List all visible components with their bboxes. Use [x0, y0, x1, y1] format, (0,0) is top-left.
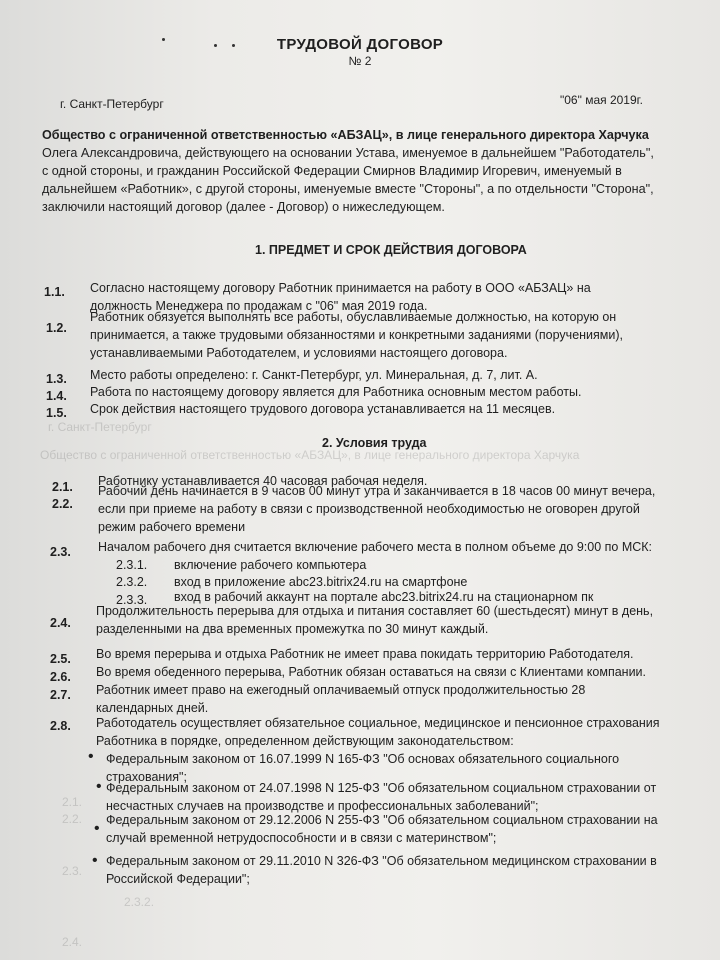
bullet-icon: • [94, 820, 100, 837]
law-text: Федеральным законом от 24.07.1998 N 125-ФЗ "Об обязательном социальном страховании от [106, 781, 657, 795]
clause-text: принимается, а также трудовыми обязанностями и конкретными заданиями (поручениями), [90, 328, 624, 342]
clause-number: 1.5. [46, 406, 67, 420]
clause-text: Срок действия настоящего трудового договора устанавливается на 11 месяцев. [90, 402, 556, 416]
clause-text: Во время перерыва и отдыха Работник не имеет права покидать территорию Работодателя. [96, 647, 634, 661]
clause-number: 1.3. [46, 372, 67, 386]
clause-text: разделенными на два временных промежутка по 30 минут каждый. [96, 622, 489, 636]
clause-number: 1.4. [46, 389, 67, 403]
document-title: ТРУДОВОЙ ДОГОВОР [276, 36, 444, 53]
clause-text: Место работы определено: г. Санкт-Петербург, ул. Минеральная, д. 7, лит. А. [90, 368, 538, 382]
clause-text: устанавливаемыми Работодателем, и условиями настоящего договора. [90, 346, 508, 360]
law-text: Федеральным законом от 16.07.1999 N 165-ФЗ "Об основах обязательного социального [106, 752, 620, 766]
clause-text: Согласно настоящему договору Работник принимается на работу в ООО «АБЗАЦ» на [90, 281, 591, 295]
intro-line: дальнейшем «Работник», с другой стороны, именуемые вместе "Стороны", а по отдельности "Сторона", [42, 182, 654, 196]
clause-text: Работнику устанавливается 40 часовая рабочая неделя. [98, 474, 428, 488]
document-date: "06" мая 2019г. [560, 93, 643, 107]
intro-line: с одной стороны, и гражданин Российской Федерации Смирнов Владимир Игоревич, именуемый в [42, 164, 622, 178]
clause-text: календарных дней. [96, 701, 209, 715]
law-text: несчастных случаев на производстве и профессиональных заболеваний"; [106, 799, 539, 813]
law-text: Федеральным законом от 29.11.2010 N 326-ФЗ "Об обязательном медицинском страховании в [106, 854, 657, 868]
subclause-text: вход в приложение abc23.bitrix24.ru на смартфоне [174, 575, 468, 589]
bullet-icon: • [96, 778, 102, 795]
clause-number: 2.3. [50, 545, 71, 559]
subclause-number: 2.3.3. [116, 593, 148, 607]
clause-number: 2.6. [50, 670, 71, 684]
section-2-heading: 2. Условия труда [322, 436, 427, 450]
clause-number: 2.5. [50, 652, 71, 666]
subclause-text: вход в рабочий аккаунт на портале abc23.bitrix24.ru на стационарном пк [174, 590, 594, 604]
clause-text: должность Менеджера по продажам с "06" мая 2019 года. [90, 299, 428, 313]
clause-number: 2.4. [50, 616, 71, 630]
clause-text: Рабочий день начинается в 9 часов 00 минут утра и заканчивается в 18 часов 00 минут вечера, [98, 484, 656, 498]
law-text: Федеральным законом от 29.12.2006 N 255-ФЗ "Об обязательном социальном страховании на [106, 813, 658, 827]
clause-number: 1.2. [46, 321, 67, 335]
section-1-heading: 1. ПРЕДМЕТ И СРОК ДЕЙСТВИЯ ДОГОВОРА [255, 243, 527, 257]
intro-line: Олега Александровича, действующего на основании Устава, именуемое в дальнейшем "Работодатель", [42, 146, 654, 160]
bleed-through-text: г. Санкт-Петербург [48, 420, 152, 434]
clause-text: Работник имеет право на ежегодный оплачиваемый отпуск продолжительностью 28 [96, 683, 586, 697]
clause-number: 2.8. [50, 719, 71, 733]
clause-text: если при приеме на работу в связи с производственной необходимостью не оговорен другой [98, 502, 640, 516]
clause-number: 2.2. [52, 497, 73, 511]
clause-text: Работника в порядке, определенном действующим законодательством: [96, 734, 514, 748]
clause-text: Во время обеденного перерыва, Работник обязан оставаться на связи с Клиентами компании. [96, 665, 647, 679]
clause-text: Работодатель осуществляет обязательное социальное, медицинское и пенсионное страхования [96, 716, 660, 730]
clause-text: Работник обязуется выполнять все работы, обуславливаемые должностью, на которую он [90, 310, 617, 324]
intro-paragraph [42, 126, 692, 216]
law-text: Российской Федерации"; [106, 872, 250, 886]
subclause-number: 2.3.1. [116, 558, 148, 572]
clause-text: Работа по настоящему договору является для Работника основным местом работы. [90, 385, 582, 399]
bleed-through-text: 2.3. [62, 864, 83, 878]
intro-line: Общество с ограниченной ответственностью «АБЗАЦ», в лице генерального директора Харчука [42, 128, 649, 142]
law-text: страхования"; [106, 770, 187, 784]
bleed-through-text: 2.4. [62, 935, 83, 949]
document-city: г. Санкт-Петербург [60, 97, 164, 111]
clause-text: Началом рабочего дня считается включение рабочего места в полном объеме до 9:00 по МСК: [98, 540, 653, 554]
document-number: № 2 [348, 54, 372, 68]
bullet-icon: • [92, 852, 98, 869]
subclause-text: включение рабочего компьютера [174, 558, 367, 572]
bullet-icon: • [88, 748, 94, 765]
bleed-through-text: 2.3.2. [124, 895, 155, 909]
bleed-through-text: 2.2. [62, 812, 83, 826]
clause-number: 1.1. [44, 285, 65, 299]
clause-text: Продолжительность перерыва для отдыха и питания составляет 60 (шестьдесят) минут в день, [96, 604, 654, 618]
clause-text: режим рабочего времени [98, 520, 246, 534]
subclause-number: 2.3.2. [116, 575, 148, 589]
law-text: случай временной нетрудоспособности и в связи с материнством"; [106, 831, 497, 845]
intro-line: заключили настоящий договор (далее - Договор) о нижеследующем. [42, 200, 445, 214]
bleed-through-text: Общество с ограниченной ответственностью «АБЗАЦ», в лице генерального директора Харчука [40, 448, 580, 462]
clause-number: 2.7. [50, 688, 71, 702]
clause-number: 2.1. [52, 480, 73, 494]
bleed-through-text: 2.1. [62, 795, 83, 809]
